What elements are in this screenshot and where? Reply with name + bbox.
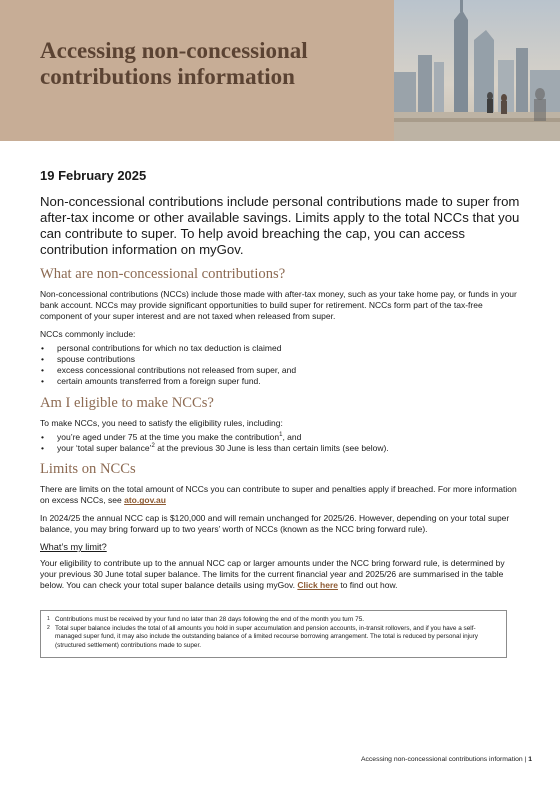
footnote-ref: 2 (151, 443, 155, 450)
intro-paragraph: Non-concessional contributions include personal contributions made to super from after-tax income or other available savings. Limits apply to the total NCCs that you can contribute to super. To help avoid breaching the cap, you can access contribution information on myGov. (40, 194, 520, 257)
page-title-line1: Accessing non-concessional (40, 38, 308, 63)
section3-paragraph3 (40, 558, 520, 592)
footer-title: Accessing non-concessional contributions information | (360, 756, 529, 763)
ncc-types-list (40, 343, 520, 388)
paragraph-text: There are limits on the total amount of NCCs you can contribute to super and penalties apply if breached. For more information on excess NCCs, see (40, 484, 517, 506)
publication-date: 19 February 2025 (40, 168, 147, 183)
city-skyline-photo (394, 0, 560, 141)
list-item: • certain amounts transferred from a foreign super fund. (40, 376, 520, 387)
section-heading-what-are-nccs: What are non-concessional contributions? (40, 266, 286, 282)
section3-paragraph1 (40, 484, 520, 506)
list-item-text: at the previous 30 June is less than certain limits (see below). (154, 443, 389, 454)
section-heading-limits: Limits on NCCs (40, 461, 136, 478)
footnote-text: Contributions must be received by your fund no later than 28 days following the end of the month you turn 75. (55, 616, 365, 623)
section-heading-eligibility: Am I eligible to make NCCs? (40, 394, 214, 411)
footnote-text: Total super balance includes the total of all amounts you hold in super accumulation and pension accounts, in-transit rollovers, and if you have a self-managed super fund, it may also include the outstanding balance of a limited recourse borrowing arrangement. The total is reduced by personal injury (structured settlement) contributions made to super. (55, 624, 478, 649)
footnote (47, 616, 500, 625)
footnote-number: 2 (47, 624, 50, 631)
page-title-line2: contributions information (40, 64, 295, 89)
section2-paragraph: To make NCCs, you need to satisfy the eligibility rules, including: (40, 417, 283, 428)
list-item (40, 432, 520, 443)
main-content (40, 168, 520, 598)
list-item-text: your ‘total super balance’ (57, 443, 152, 454)
header-banner (0, 0, 560, 141)
click-here-link[interactable]: Click here (297, 580, 338, 591)
paragraph-text: to find out how. (338, 580, 398, 591)
page-footer (361, 755, 532, 764)
footnote (47, 625, 500, 651)
section1-list-intro: NCCs commonly include: (40, 328, 136, 339)
list-item (40, 443, 520, 454)
footnote-number: 1 (47, 616, 50, 622)
footnotes-box (40, 610, 507, 658)
section3-paragraph2: In 2024/25 the annual NCC cap is $120,000 and will remain unchanged for 2025/26. However, depending on your total super balance, you may bring forward up to two years’ worth of NCCs (known as the NCC bring forward rule). (40, 512, 510, 534)
section1-paragraph: Non-concessional contributions (NCCs) include those made with after-tax money, such as your take home pay, or funds in your bank account. NCCs may provide significant opportunities to build super for retirement. NCCs form part of the tax-free component of your super interest and are not taxed when released from super. (40, 289, 517, 322)
ato-link[interactable]: ato.gov.au (124, 495, 166, 506)
page-title (40, 38, 370, 90)
list-item-text: you’re aged under 75 at the time you make the contribution (57, 431, 280, 442)
page-number: 1 (528, 756, 532, 763)
paragraph-text: Your eligibility to contribute up to the annual NCC cap or larger amounts under the NCC bring forward rule, is determined by your previous 30 June total super balance. The limits for the current financial year and 2025/26 are summarised in the table below. You can check your total super balance details using myGov. (40, 558, 505, 591)
whats-my-limit-subheading: What’s my limit? (40, 542, 107, 553)
list-item: • excess concessional contributions not released from super, and (40, 365, 520, 376)
eligibility-list (40, 432, 520, 454)
list-item-text: , and (282, 431, 302, 442)
list-item: • spouse contributions (40, 354, 520, 365)
footnote-ref: 1 (279, 432, 283, 438)
list-item: • personal contributions for which no tax deduction is claimed (40, 343, 520, 354)
